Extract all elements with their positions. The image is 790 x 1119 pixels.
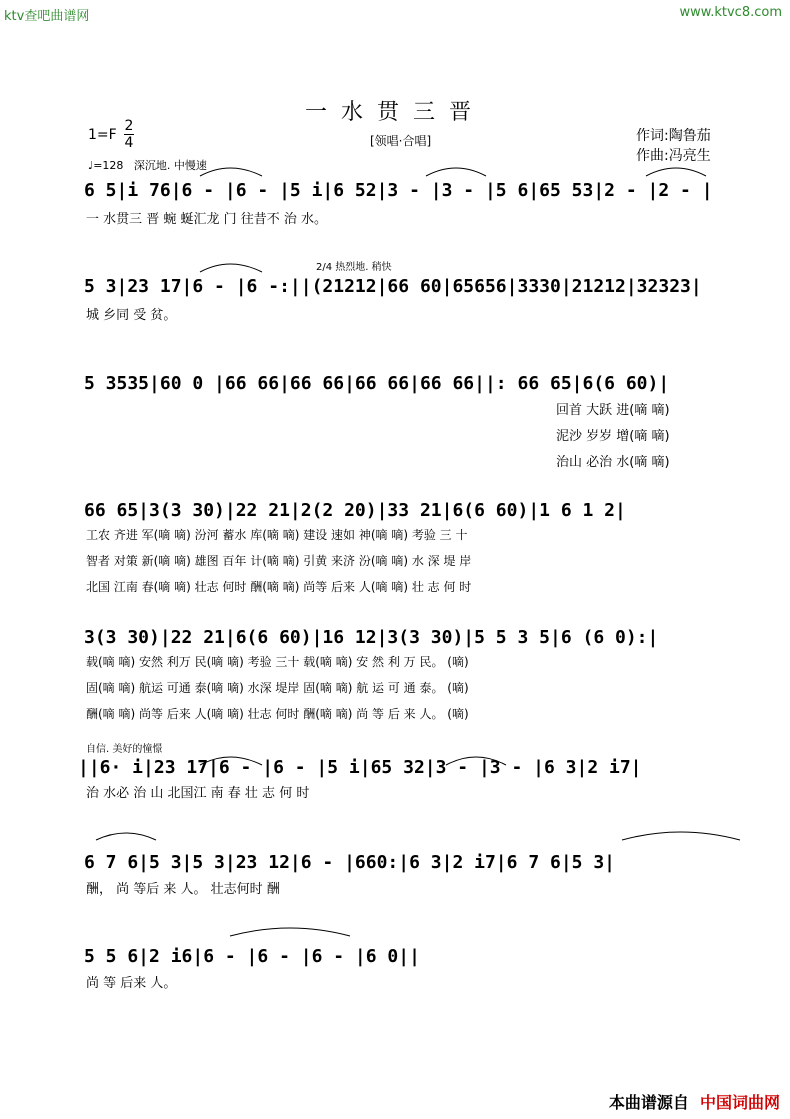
lyrics-row-4-verse-2: 智者 对策 新(嘀 嘀) 雄图 百年 计(嘀 嘀) 引黄 来济 汾(嘀 嘀) 水 深 堤 岸 xyxy=(86,554,472,568)
lyrics-row-3-verse-3: 治山 必治 水(嘀 嘀) xyxy=(556,455,670,470)
lyrics-row-1: 一 水贯三 晋 蜿 蜒汇龙 门 往昔不 治 水。 xyxy=(86,212,328,227)
slur-mark xyxy=(96,833,156,840)
score-row-2: 5 3|23 17|6 - |6 -:||(21212|66 60|65656|3330|21212|32323| xyxy=(84,276,702,297)
footer-source-label: 本曲谱源自 xyxy=(608,1093,689,1112)
lyrics-row-6: 治 水必 治 山 北国江 南 春 壮 志 何 时 xyxy=(86,786,310,801)
score-row-1: 6 5|i 76|6 - |6 - |5 i|6 52|3 - |3 - |5 6|65 53|2 - |2 - | xyxy=(84,180,713,201)
score-row-6: ||6· i|23 17|6 - |6 - |5 i|65 32|3 - |3 - |6 3|2 i7| xyxy=(78,757,642,778)
slur-mark xyxy=(200,168,262,176)
lyrics-row-5-verse-2: 固(嘀 嘀) 航运 可通 泰(嘀 嘀) 水深 堤岸 固(嘀 嘀) 航 运 可 通 泰。 (嘀) xyxy=(86,681,469,695)
slur-mark xyxy=(446,757,506,765)
score-row-3: 5 3535|60 0 |66 66|66 66|66 66|66 66||: 66 65|6(6 60)| xyxy=(84,373,670,394)
lyrics-row-2: 城 乡同 受 贫。 xyxy=(86,308,177,323)
time-signature-top: 2 xyxy=(124,118,134,134)
slur-mark xyxy=(646,168,706,176)
lyricist: 作词:陶鲁茄 xyxy=(636,128,711,144)
time-signature-bottom: 4 xyxy=(124,135,134,151)
song-title: 一水贯三晋 xyxy=(304,100,485,125)
score-row-8: 5 5 6|2 i6|6 - |6 - |6 - |6 0|| xyxy=(84,946,420,967)
score-row-7: 6 7 6|5 3|5 3|23 12|6 - |660:|6 3|2 i7|6 7 6|5 3| xyxy=(84,852,616,873)
slur-mark xyxy=(200,757,262,765)
tempo-expression: 深沉地. 中慢速 xyxy=(133,159,207,172)
tempo-value: ♩=128 xyxy=(88,159,124,172)
score-row-5: 3(3 30)|22 21|6(6 60)|16 12|3(3 30)|5 5 3 5|6 (6 0):| xyxy=(84,627,659,648)
lyrics-row-4-verse-1: 工农 齐进 军(嘀 嘀) 汾河 蓄水 库(嘀 嘀) 建设 速如 神(嘀 嘀) 考验 三 十 xyxy=(86,528,468,542)
lyrics-row-7: 酬， 尚 等后 来 人。 壮志何时 酬 xyxy=(86,882,280,897)
lyrics-row-5-verse-3: 酬(嘀 嘀) 尚等 后来 人(嘀 嘀) 壮志 何时 酬(嘀 嘀) 尚 等 后 来 人。 (嘀) xyxy=(86,707,469,721)
slur-mark xyxy=(622,832,740,840)
score-row-4: 66 65|3(3 30)|22 21|2(2 20)|33 21|6(6 60)|1 6 1 2| xyxy=(84,500,626,521)
lyrics-row-5-verse-1: 载(嘀 嘀) 安然 利万 民(嘀 嘀) 考验 三十 载(嘀 嘀) 安 然 利 万 民。 (嘀) xyxy=(86,655,469,669)
lyrics-row-3-verse-2: 泥沙 岁岁 增(嘀 嘀) xyxy=(556,429,670,444)
footer-site-link[interactable]: 中国词曲网 xyxy=(699,1093,780,1112)
slur-mark xyxy=(200,264,262,272)
expression-section-5: 自信. 美好的憧憬 xyxy=(86,744,163,755)
slur-mark xyxy=(230,928,350,936)
lyrics-row-4-verse-3: 北国 江南 春(嘀 嘀) 壮志 何时 酬(嘀 嘀) 尚等 后来 人(嘀 嘀) 壮 志 何 时 xyxy=(86,580,472,594)
key-signature: 1=F xyxy=(88,127,117,143)
footer-source xyxy=(609,1090,780,1113)
watermark-right: www.ktvc8.com xyxy=(679,5,782,20)
watermark-left: ktv查吧曲谱网 xyxy=(4,9,90,24)
slur-mark xyxy=(426,168,486,176)
lyrics-row-3-verse-1: 回首 大跃 进(嘀 嘀) xyxy=(556,403,670,418)
expression-section-2: 2/4 热烈地. 稍快 xyxy=(316,262,392,273)
lyrics-row-8: 尚 等 后来 人。 xyxy=(86,976,177,991)
performance-mode: [领唱·合唱] xyxy=(370,134,432,148)
composer: 作曲:冯亮生 xyxy=(636,148,711,164)
